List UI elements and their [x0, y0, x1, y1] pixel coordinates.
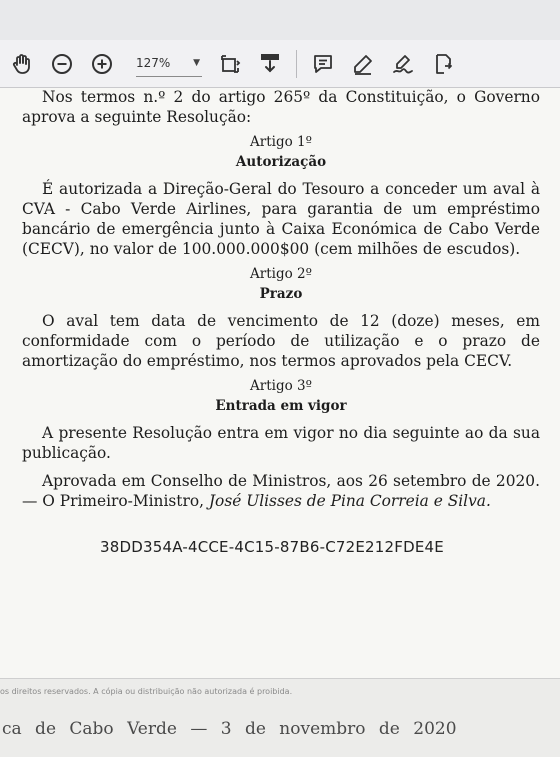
- hand-tool-button[interactable]: [7, 49, 37, 79]
- page-footer: [0, 678, 560, 757]
- pen-button[interactable]: [348, 49, 378, 79]
- zoom-out-icon: [50, 52, 74, 76]
- approval-text: Aprovada em Conselho de Ministros, aos 26 setembro de 2020. — O Primeiro-Ministro,: [22, 472, 540, 510]
- bulletin-header: ca de Cabo Verde — 3 de novembro de 2020: [2, 719, 457, 739]
- share-button[interactable]: [428, 49, 458, 79]
- zoom-out-button[interactable]: [47, 49, 77, 79]
- article-1-title: Autorização: [235, 154, 327, 170]
- approval-paragraph: [22, 471, 540, 511]
- chevron-down-icon: ▼: [193, 58, 200, 68]
- article-3-body: A presente Resolução entra em vigor no dia seguinte ao da sua publicação.: [22, 424, 540, 462]
- sign-button[interactable]: [388, 49, 418, 79]
- pen-icon: [351, 52, 375, 76]
- rights-notice: os direitos reservados. A cópia ou distribuição não autorizada é proibida.: [0, 687, 293, 696]
- comment-icon: [311, 52, 335, 76]
- fit-page-icon: [218, 52, 242, 76]
- article-3-title: Entrada em vigor: [215, 398, 347, 414]
- fit-page-button[interactable]: [215, 49, 245, 79]
- article-2-title: Prazo: [259, 286, 303, 302]
- toolbar-divider: [296, 50, 297, 78]
- pdf-toolbar: [0, 40, 560, 88]
- zoom-in-button[interactable]: [87, 49, 117, 79]
- article-2-number: Artigo 2º: [250, 266, 312, 282]
- share-icon: [431, 52, 455, 76]
- download-icon: [258, 52, 282, 76]
- signatory-name: José Ulisses de Pina Correia e Silva.: [208, 492, 491, 510]
- document-page: [0, 88, 560, 678]
- sign-icon: [391, 52, 415, 76]
- download-button[interactable]: [255, 49, 285, 79]
- intro-paragraph: Nos termos n.º 2 do artigo 265º da Constituição, o Governo aprova a seguinte Resolução:: [22, 88, 540, 126]
- article-3-number: Artigo 3º: [250, 378, 312, 394]
- article-1-body: É autorizada a Direção-Geral do Tesouro a conceder um aval à CVA - Cabo Verde Airlines, para garantia de um empréstimo bancário de emergência junto à Caixa Económica de Cabo Verde (CECV), no valor de 100.000.000$00 (cem milhões de escudos).: [22, 180, 540, 258]
- article-1-number: Artigo 1º: [250, 134, 312, 150]
- article-2-body: O aval tem data de vencimento de 12 (doze) meses, em conformidade com o período de utilização e o prazo de amortização do empréstimo, nos termos aprovados pela CECV.: [22, 312, 540, 370]
- screen-top-area: [0, 0, 560, 40]
- hand-tool-icon: [10, 52, 34, 76]
- zoom-level-value: 127%: [136, 56, 171, 70]
- zoom-level-select[interactable]: [136, 50, 202, 77]
- comment-button[interactable]: [308, 49, 338, 79]
- zoom-in-icon: [90, 52, 114, 76]
- document-hash: 38DD354A-4CCE-4C15-87B6-C72E212FDE4E: [100, 538, 444, 556]
